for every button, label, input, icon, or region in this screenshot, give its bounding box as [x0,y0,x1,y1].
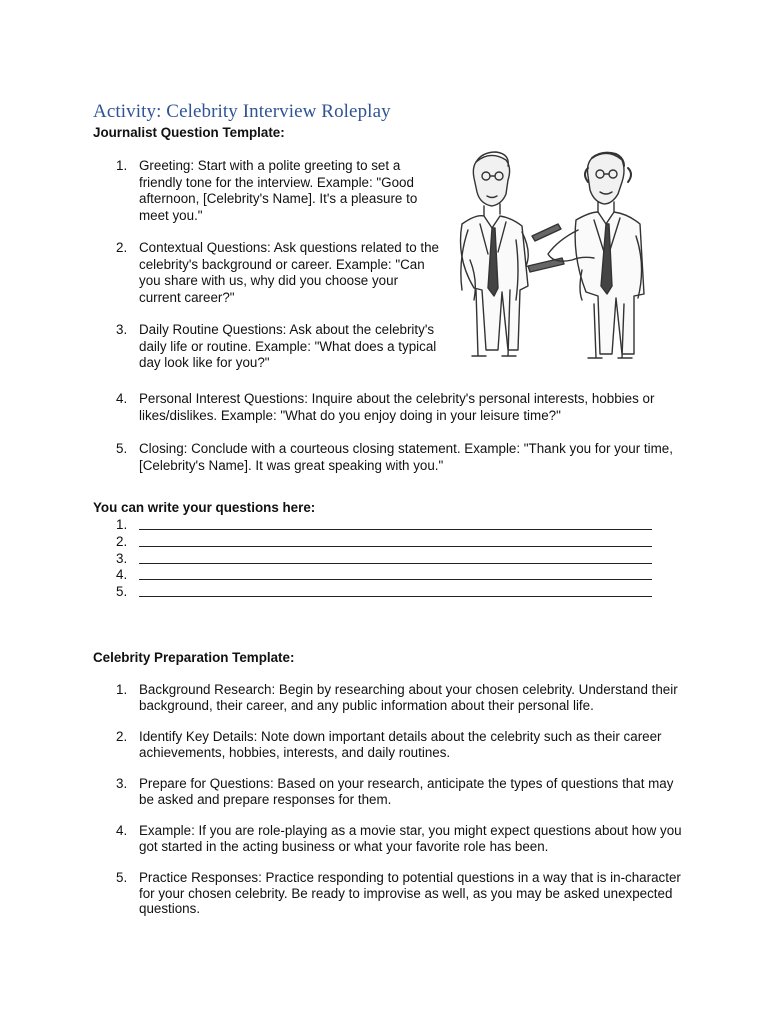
list-item [116,870,684,917]
blank-line[interactable] [139,534,652,547]
page-title: Activity: Celebrity Interview Roleplay [93,101,391,122]
write-line[interactable] [116,550,652,568]
celebrity-figure [532,153,644,358]
list-number: 1. [116,682,128,697]
celebrity-list [116,682,684,933]
write-line[interactable] [116,567,652,584]
celebrity-heading: Celebrity Preparation Template: [93,650,295,665]
list-number: 5. [116,870,128,885]
write-lines [116,517,652,601]
journalist-list-bottom [116,391,684,491]
list-number: 4. [116,823,128,838]
list-item [116,391,684,424]
list-number: 5. [116,441,128,456]
list-item [116,729,684,760]
list-number: 3. [116,776,128,791]
list-item [116,240,439,306]
list-item [116,823,684,854]
list-number: 5. [116,584,128,600]
journalist-list-top [116,158,439,388]
blank-line[interactable] [139,567,652,580]
list-text: Greeting: Start with a polite greeting to set a friendly tone for the interview. Example: "Good afternoon, [Celebrity's Name]. It's a pleasure to meet you." [139,158,418,223]
write-line[interactable] [116,517,652,534]
list-text: Contextual Questions: Ask questions related to the celebrity's background or career. Example: "Can you share with us, why did you choose your current career?" [139,240,439,305]
list-item [116,322,439,372]
list-number: 2. [116,240,128,255]
list-number: 2. [116,729,128,744]
list-text: Personal Interest Questions: Inquire about the celebrity's personal interests, hobbies or likes/dislikes. Example: "What do you enjoy doing in your leisure time?" [139,391,655,423]
list-text: Daily Routine Questions: Ask about the celebrity's daily life or routine. Example: "What does a typical day look like for you?" [139,322,437,370]
write-line[interactable] [116,533,652,551]
blank-line[interactable] [139,517,652,530]
interview-illustration [432,140,680,362]
list-text: Identify Key Details: Note down important details about the celebrity such as their career achievements, hobbies, interests, and daily routines. [139,729,662,760]
list-item [116,776,684,807]
list-text: Practice Responses: Practice responding to potential questions in a way that is in-character for your chosen celebrity. Be ready to improvise as well, as you may be asked unexpected questions. [139,870,681,916]
list-number: 2. [116,533,128,549]
list-number: 4. [116,567,128,583]
write-heading: You can write your questions here: [93,500,316,515]
list-number: 1. [116,158,128,173]
journalist-heading: Journalist Question Template: [93,125,285,140]
blank-line[interactable] [139,584,652,597]
list-number: 1. [116,517,128,532]
list-text: Example: If you are role-playing as a movie star, you might expect questions about how you got started in the acting business or what your favorite role has been. [139,823,682,854]
list-number: 3. [116,322,128,337]
write-line[interactable] [116,584,652,601]
list-number: 4. [116,391,128,406]
list-text: Prepare for Questions: Based on your research, anticipate the types of questions that may be asked and prepare responses for them. [139,776,674,807]
list-item [116,682,684,713]
list-text: Closing: Conclude with a courteous closing statement. Example: "Thank you for your time, [Celebrity's Name]. It was great speaking with you." [139,441,673,473]
list-item [116,158,439,224]
blank-line[interactable] [139,551,652,564]
list-item [116,441,684,474]
list-number: 3. [116,550,128,566]
list-text: Background Research: Begin by researching about your chosen celebrity. Understand their background, their career, and any public information about their personal life. [139,682,678,713]
